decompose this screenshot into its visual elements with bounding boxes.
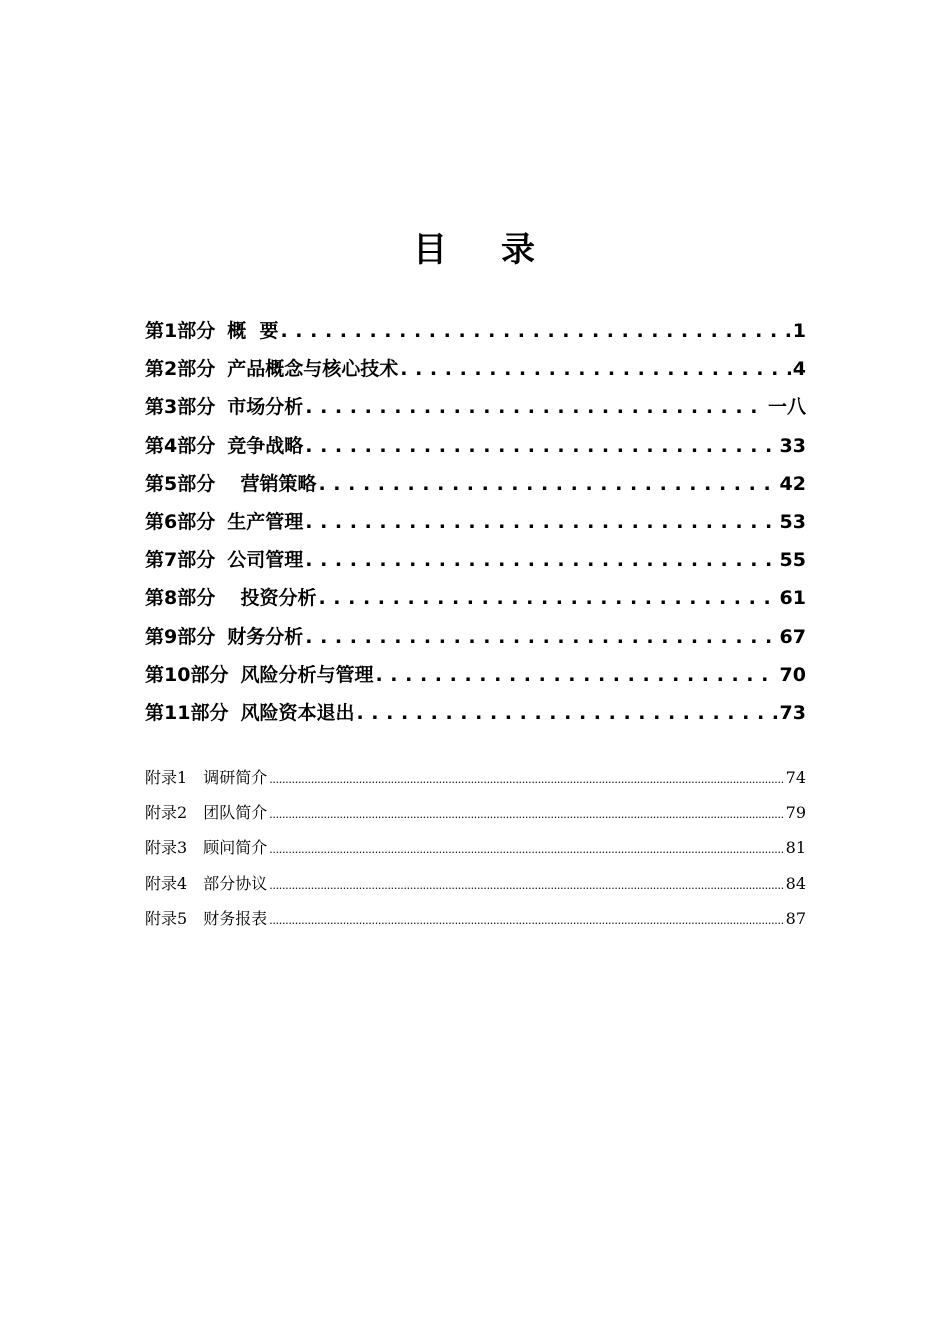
toc-part-label: 第4部分 <box>145 434 216 457</box>
toc-title: 风险分析与管理 <box>240 663 374 686</box>
appendix-page-number: 84 <box>785 873 806 893</box>
appendix-page-number: 81 <box>785 838 806 858</box>
appendix-title: 调研简介 <box>203 768 268 787</box>
appendix-label: 附录2 <box>145 803 188 823</box>
toc-leader <box>356 702 777 724</box>
appendix-leader <box>269 768 783 787</box>
appendix-title: 部分协议 <box>203 873 268 893</box>
toc-page-number: 4 <box>792 358 806 381</box>
toc-part-label: 第10部分 <box>145 663 229 686</box>
toc-page-number: 73 <box>779 701 806 724</box>
toc-title: 营销策略 <box>227 472 317 495</box>
appendix-page-number: 87 <box>785 908 806 928</box>
appendix-label: 附录3 <box>145 838 188 858</box>
toc-leader <box>280 320 790 342</box>
toc-entry[interactable] <box>145 507 806 545</box>
toc-leader <box>318 587 777 609</box>
appendix-entry[interactable] <box>145 871 806 906</box>
appendix-leader <box>269 909 783 928</box>
toc-part-label: 第11部分 <box>145 701 229 724</box>
toc-entry[interactable] <box>145 622 806 660</box>
toc-appendix-list <box>145 765 806 941</box>
toc-entry[interactable] <box>145 660 806 698</box>
appendix-entry[interactable] <box>145 765 806 800</box>
appendix-entry[interactable] <box>145 800 806 835</box>
toc-main-list <box>145 316 806 736</box>
appendix-title: 财务报表 <box>203 908 268 928</box>
appendix-title: 顾问简介 <box>203 838 268 858</box>
toc-page-number: 33 <box>779 434 806 457</box>
toc-page-number: 一八 <box>767 396 806 419</box>
toc-entry[interactable] <box>145 583 806 621</box>
toc-part-label: 第7部分 <box>145 549 216 572</box>
toc-title: 产品概念与核心技术 <box>227 358 399 381</box>
appendix-label: 附录1 <box>145 768 188 787</box>
toc-title: 风险资本退出 <box>240 701 355 724</box>
toc-part-label: 第3部分 <box>145 396 216 419</box>
toc-entry[interactable] <box>145 316 806 354</box>
toc-page-number: 55 <box>779 549 806 572</box>
toc-part-label: 第5部分 <box>145 472 216 495</box>
toc-leader <box>305 435 777 457</box>
toc-leader <box>305 549 777 571</box>
toc-leader <box>305 626 777 648</box>
toc-title: 投资分析 <box>227 587 317 610</box>
toc-page-number: 42 <box>779 472 806 495</box>
appendix-title: 团队简介 <box>203 803 268 823</box>
appendix-leader <box>269 838 783 857</box>
toc-leader <box>305 396 766 418</box>
toc-part-label: 第9部分 <box>145 625 216 648</box>
toc-entry[interactable] <box>145 431 806 469</box>
toc-leader <box>400 358 791 380</box>
toc-entry[interactable] <box>145 698 806 736</box>
page-title <box>0 222 950 271</box>
appendix-leader <box>269 803 783 822</box>
appendix-label: 附录4 <box>145 873 188 893</box>
appendix-page-number: 79 <box>785 803 806 823</box>
appendix-leader <box>269 874 783 893</box>
toc-part-label: 第1部分 <box>145 320 216 342</box>
toc-title: 财务分析 <box>227 625 304 648</box>
toc-page-number: 61 <box>779 587 806 610</box>
toc-title: 公司管理 <box>227 549 304 572</box>
appendix-label: 附录5 <box>145 908 188 928</box>
toc-page-number: 67 <box>779 625 806 648</box>
toc-title: 竞争战略 <box>227 434 304 457</box>
toc-entry[interactable] <box>145 545 806 583</box>
toc-part-label: 第6部分 <box>145 510 216 533</box>
toc-title: 生产管理 <box>227 510 304 533</box>
appendix-entry[interactable] <box>145 906 806 941</box>
toc-leader <box>375 664 777 686</box>
toc-title: 市场分析 <box>227 396 304 419</box>
toc-page-number: 70 <box>779 663 806 686</box>
toc-entry[interactable] <box>145 469 806 507</box>
appendix-page-number: 74 <box>785 768 806 787</box>
toc-entry[interactable] <box>145 354 806 392</box>
toc-leader <box>305 511 777 533</box>
toc-title: 概 要 <box>227 320 279 342</box>
title-char-2: 录 <box>501 230 537 270</box>
toc-part-label: 第2部分 <box>145 358 216 381</box>
toc-entry[interactable] <box>145 392 806 430</box>
toc-part-label: 第8部分 <box>145 587 216 610</box>
title-char-1: 目 <box>413 230 449 270</box>
toc-leader <box>318 473 777 495</box>
toc-page-number: 1 <box>792 320 806 342</box>
toc-page-number: 53 <box>779 510 806 533</box>
appendix-entry[interactable] <box>145 835 806 870</box>
